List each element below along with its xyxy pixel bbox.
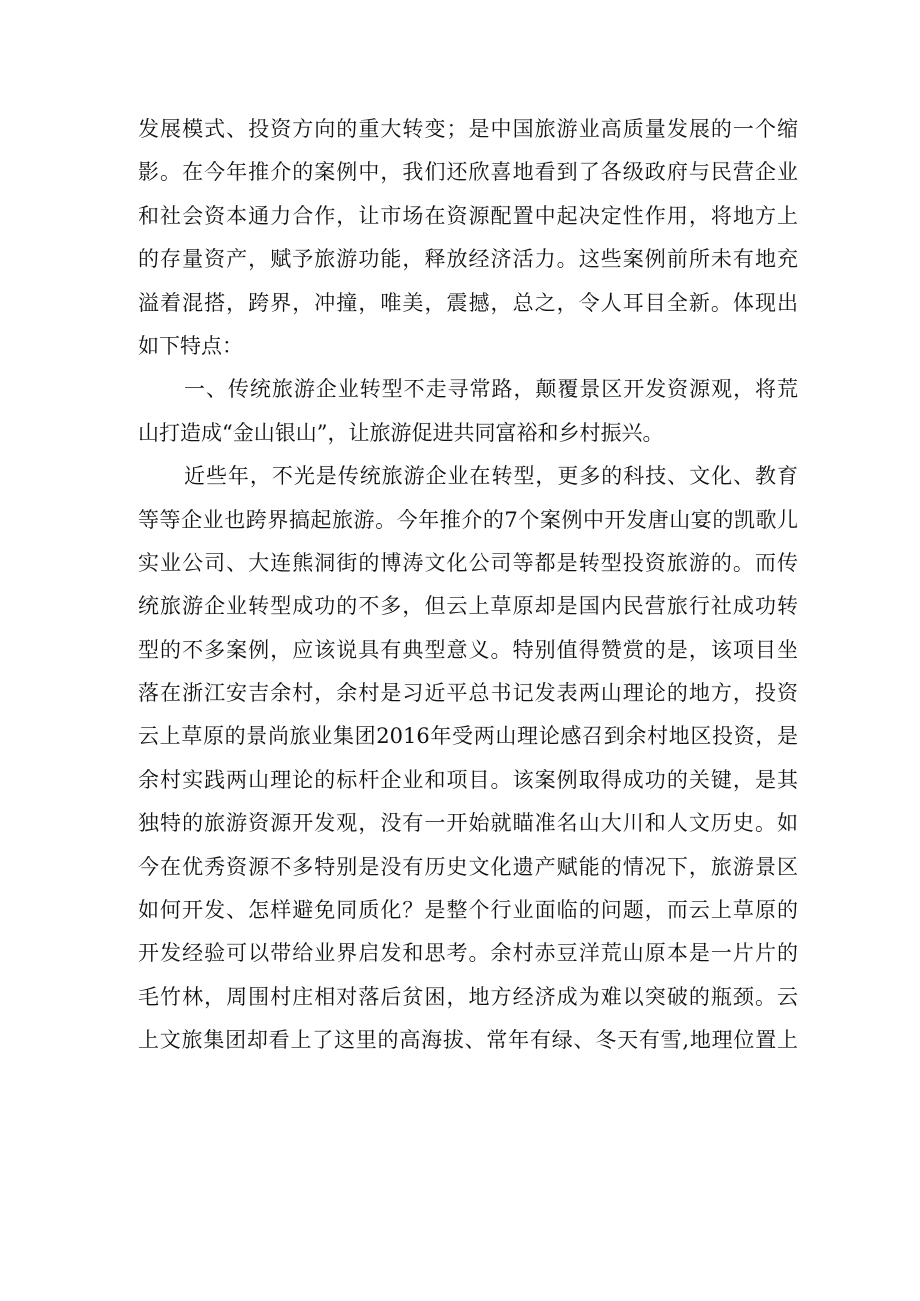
text-line: 如下特点： <box>138 333 243 358</box>
text-line: 一、传统旅游企业转型不走寻常路，颠覆景区开发资源观，将荒 <box>184 377 798 402</box>
text-line: 等等企业也跨界搞起旅游。今年推介的7个案例中开发唐山宴的凯歌儿 <box>138 507 798 532</box>
text-line: 落在浙江安吉余村，余村是习近平总书记发表两山理论的地方，投资 <box>138 681 798 706</box>
paragraph-intro <box>138 108 798 368</box>
text-line: 如何开发、怎样避免同质化？是整个行业面临的问题，而云上草原的 <box>138 898 798 923</box>
paragraph-body-one <box>138 455 798 1062</box>
text-line: 溢着混搭，跨界，冲撞，唯美，震撼，总之，令人耳目全新。体现出 <box>138 290 798 315</box>
document-body <box>138 108 798 1063</box>
text-line: 山打造成“金山银山”，让旅游促进共同富裕和乡村振兴。 <box>138 420 664 445</box>
text-line: 余村实践两山理论的标杆企业和项目。该案例取得成功的关键，是其 <box>138 767 798 792</box>
text-line: 云上草原的景尚旅业集团2016年受两山理论感召到余村地区投资，是 <box>138 724 798 749</box>
text-line: 上文旅集团却看上了这里的高海拔、常年有绿、冬天有雪,地理位置上 <box>138 1028 798 1053</box>
text-line: 影。在今年推介的案例中，我们还欣喜地看到了各级政府与民营企业 <box>138 160 798 185</box>
text-line: 今在优秀资源不多特别是没有历史文化遗产赋能的情况下，旅游景区 <box>138 854 798 879</box>
paragraph-heading-one <box>138 368 798 455</box>
text-line: 发展模式、投资方向的重大转变；是中国旅游业高质量发展的一个缩 <box>138 117 798 141</box>
text-line: 的存量资产，赋予旅游功能，释放经济活力。这些案例前所未有地充 <box>138 247 798 272</box>
text-line: 近些年，不光是传统旅游企业在转型，更多的科技、文化、教育 <box>184 464 798 489</box>
text-line: 开发经验可以带给业界启发和思考。余村赤豆洋荒山原本是一片片的 <box>138 941 798 966</box>
text-line: 和社会资本通力合作，让市场在资源配置中起决定性作用，将地方上 <box>138 203 798 228</box>
text-line: 统旅游企业转型成功的不多，但云上草原却是国内民营旅行社成功转 <box>138 594 798 619</box>
text-line: 型的不多案例，应该说具有典型意义。特别值得赞赏的是，该项目坐 <box>138 637 798 662</box>
text-line: 毛竹林，周围村庄相对落后贫困，地方经济成为难以突破的瓶颈。云 <box>138 984 798 1009</box>
text-line: 实业公司、大连熊洞街的博涛文化公司等都是转型投资旅游的。而传 <box>138 550 798 575</box>
text-line: 独特的旅游资源开发观，没有一开始就瞄准名山大川和人文历史。如 <box>138 811 798 836</box>
